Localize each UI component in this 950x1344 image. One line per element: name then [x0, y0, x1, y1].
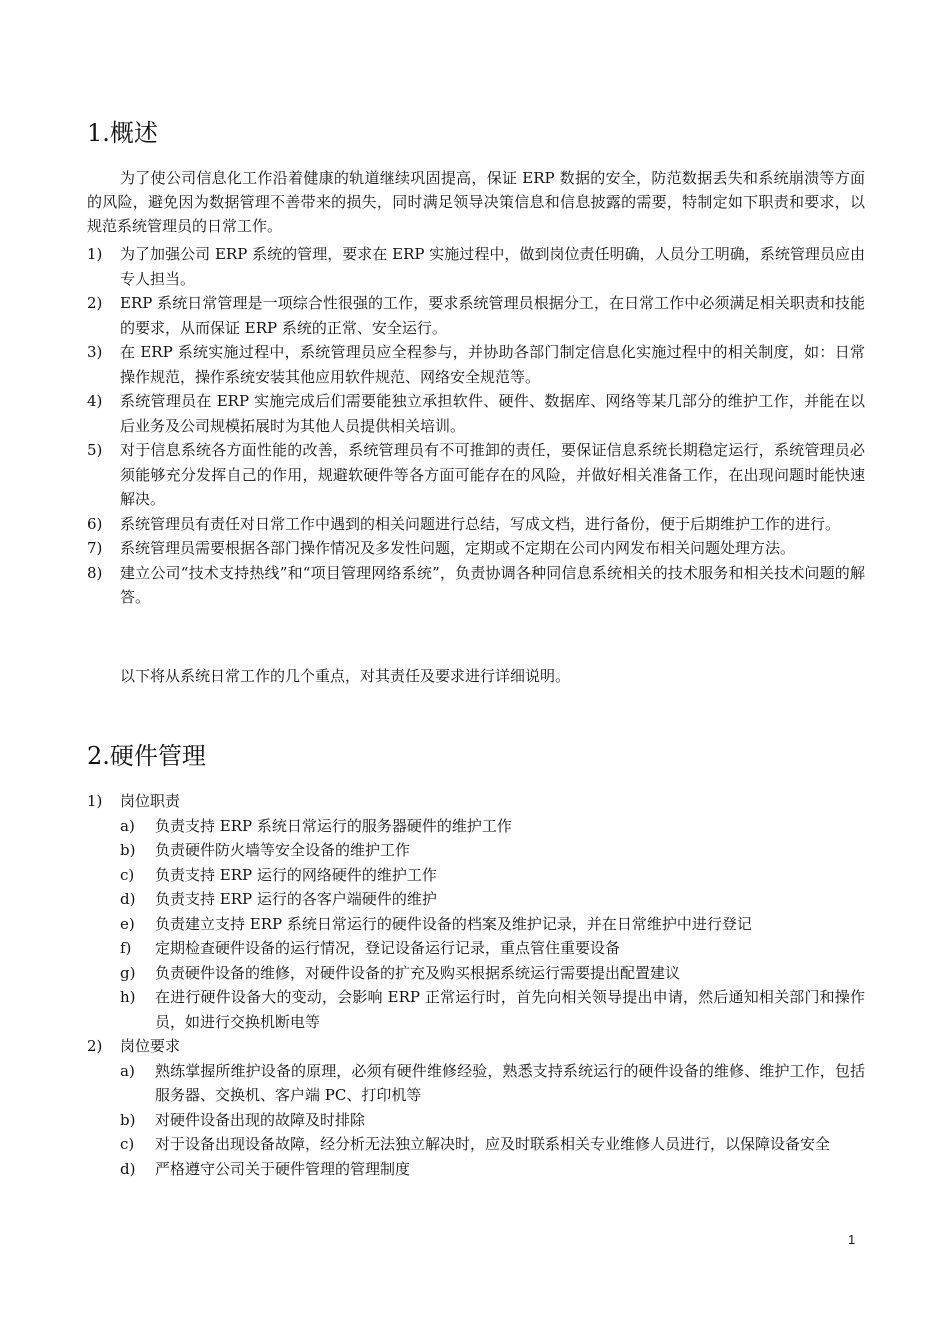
list-item-text: 系统管理员需要根据各部门操作情况及多发性问题，定期或不定期在公司内网发布相关问题处理方法。 [120, 539, 796, 557]
sub-list-item [120, 961, 865, 986]
sub-item-letter: h) [120, 988, 136, 1006]
sub-item-text: 负责硬件防火墙等安全设备的维护工作 [155, 841, 411, 859]
sub-item-text: 熟练掌握所维护设备的原理，必须有硬件维修经验，熟悉支持系统运行的硬件设备的维修、维护工作，包括服务器、交换机、客户端 PC、打印机等 [155, 1061, 865, 1104]
list-item-number: 3) [87, 343, 103, 361]
sub-item-letter: b) [120, 1110, 136, 1129]
group-number: 1) [87, 792, 103, 810]
sub-item-text: 定期检查硬件设备的运行情况，登记设备运行记录，重点管住重要设备 [155, 939, 621, 957]
sub-item-text: 对硬件设备出现的故障及时排除 [155, 1110, 366, 1129]
sub-item-letter: c) [120, 865, 135, 884]
sub-item-letter: f) [120, 939, 132, 957]
sub-list-item [120, 985, 865, 1034]
list-item [87, 340, 865, 389]
list-item-number: 1) [87, 245, 103, 263]
sub-list-item [120, 838, 865, 863]
list-item-text: 系统管理员在 ERP 实施完成后们需要能独立承担软件、硬件、数据库、网络等某几部分的维护工作，并能在以后业务及公司规模拓展时为其他人员提供相关培训。 [120, 392, 865, 435]
sub-list-item [120, 912, 865, 937]
sub-item-letter: d) [120, 1159, 136, 1178]
sub-list-item [120, 863, 865, 888]
list-item [87, 438, 865, 512]
section-1-intro: 为了使公司信息化工作沿着健康的轨道继续巩固提高，保证 ERP 数据的安全，防范数据丢失和系统崩溃等方面的风险，避免因为数据管理不善带来的损失，同时满足领导决策信息和信息披露的需要，特制定如下职责和要求，以规范系统管理员的日常工作。 [87, 169, 865, 235]
group-number: 2) [87, 1037, 103, 1055]
list-item-text: 建立公司“技术支持热线”和“项目管理网络系统”，负责协调各种同信息系统相关的技术服务和相关技术问题的解答。 [120, 563, 865, 606]
sub-item-text: 严格遵守公司关于硬件管理的管理制度 [155, 1159, 411, 1178]
list-item-text: 对于信息系统各方面性能的改善，系统管理员有不可推卸的责任，要保证信息系统长期稳定运行，系统管理员必须能够充分发挥自己的作用，规避软硬件等各方面可能存在的风险，并做好相关准备工作，在出现问题时能快速解决。 [120, 441, 865, 508]
section-2-heading: 2.硬件管理 [87, 742, 206, 770]
section-2-list [87, 789, 865, 1181]
list-item [87, 389, 865, 438]
sub-item-text: 负责建立支持 ERP 系统日常运行的硬件设备的档案及维护记录，并在日常维护中进行登记 [155, 914, 752, 933]
sub-list-item [120, 814, 865, 839]
sub-item-letter: c) [120, 1135, 135, 1153]
sub-item-text: 负责支持 ERP 运行的各客户端硬件的维护 [155, 890, 437, 908]
list-item-text: ERP 系统日常管理是一项综合性很强的工作，要求系统管理员根据分工，在日常工作中必须满足相关职责和技能的要求，从而保证 ERP 系统的正常、安全运行。 [120, 294, 865, 337]
sub-item-text: 负责支持 ERP 系统日常运行的服务器硬件的维护工作 [155, 816, 512, 835]
group-duties [87, 789, 865, 1034]
section-1-list [87, 242, 865, 610]
sub-item-text: 负责支持 ERP 运行的网络硬件的维护工作 [155, 865, 437, 884]
list-item [87, 536, 865, 561]
sub-item-letter: g) [120, 963, 136, 982]
sub-item-letter: a) [120, 1061, 135, 1080]
section-1-note: 以下将从系统日常工作的几个重点，对其责任及要求进行详细说明。 [120, 667, 571, 685]
list-item-number: 7) [87, 539, 103, 557]
group-requirements [87, 1034, 865, 1181]
sub-list-item [120, 1132, 865, 1157]
list-item [87, 242, 865, 291]
group-label: 岗位要求 [120, 1037, 181, 1055]
sub-list-item [120, 1157, 865, 1182]
list-item-number: 2) [87, 294, 103, 312]
list-item-number: 5) [87, 441, 103, 459]
sub-list-item [120, 936, 865, 961]
list-item [87, 561, 865, 610]
list-item [87, 512, 865, 537]
sub-list-item [120, 1059, 865, 1108]
page-number: 1 [848, 1232, 856, 1247]
sub-item-text: 对于设备出现设备故障，经分析无法独立解决时，应及时联系相关专业维修人员进行，以保障设备安全 [155, 1135, 831, 1153]
requirements-sublist [87, 1059, 865, 1182]
section-1-heading: 1.概述 [87, 119, 158, 147]
duties-sublist [87, 814, 865, 1035]
sub-item-letter: a) [120, 816, 135, 835]
list-item-number: 8) [87, 563, 103, 582]
list-item-text: 为了加强公司 ERP 系统的管理，要求在 ERP 实施过程中，做到岗位责任明确，人员分工明确，系统管理员应由专人担当。 [120, 245, 865, 288]
sub-list-item [120, 887, 865, 912]
sub-list-item [120, 1108, 865, 1133]
sub-item-text: 负责硬件设备的维修，对硬件设备的扩充及购买根据系统运行需要提出配置建议 [155, 963, 681, 982]
sub-item-text: 在进行硬件设备大的变动，会影响 ERP 正常运行时，首先向相关领导提出申请，然后通知相关部门和操作员，如进行交换机断电等 [155, 988, 865, 1031]
list-item [87, 291, 865, 340]
list-item-number: 6) [87, 514, 103, 533]
group-label: 岗位职责 [120, 792, 181, 810]
sub-item-letter: d) [120, 890, 136, 908]
list-item-number: 4) [87, 392, 103, 410]
sub-item-letter: b) [120, 841, 136, 859]
sub-item-letter: e) [120, 914, 135, 933]
list-item-text: 在 ERP 系统实施过程中，系统管理员应全程参与，并协助各部门制定信息化实施过程中的相关制度，如：日常操作规范，操作系统安装其他应用软件规范、网络安全规范等。 [120, 343, 865, 386]
list-item-text: 系统管理员有责任对日常工作中遇到的相关问题进行总结，写成文档，进行备份，便于后期维护工作的进行。 [120, 514, 841, 533]
